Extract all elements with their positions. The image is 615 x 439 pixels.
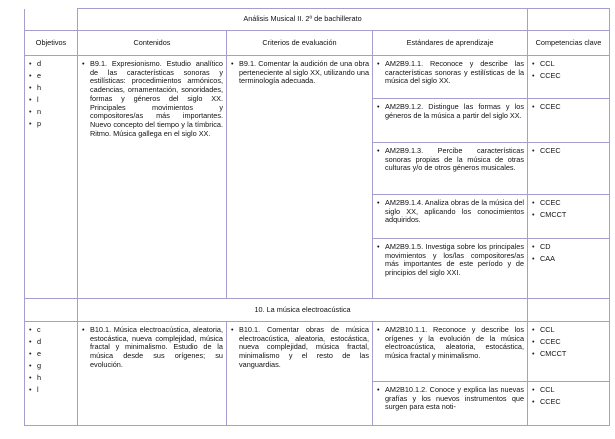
contenido-text: • B9.1. Expresionismo. Estudio analítico de las características sonoras y estilísticas: procedimientos armónicos, cadencias, ornamentación, sonoridades, formas y géneros del siglo XX. Principales movimientos y compositores/as más importantes. Nuevo concepto del tiempo y la tímbrica. Ritmo. Música gallega en el siglo XX.	[81, 60, 223, 138]
header-estandares: Estándares de aprendizaje	[373, 31, 528, 56]
header-competencias: Competencias clave	[528, 31, 610, 56]
competencia-item: • CCEC	[531, 338, 606, 347]
objetivo-item: • p	[28, 120, 74, 129]
objetivo-item: • n	[28, 108, 74, 117]
competencias-cell	[528, 322, 610, 382]
criterio-text: • B9.1. Comentar la audición de una obra perteneciente al siglo XX, utilizando una terminología adecuada.	[230, 60, 369, 86]
competencia-item: • CCL	[531, 326, 606, 335]
objetivo-item: • h	[28, 84, 74, 93]
criterio-b9	[227, 56, 373, 299]
estandar-cell	[373, 143, 528, 195]
competencia-item: • CCEC	[531, 147, 606, 156]
contenido-text: • B10.1. Música electroacústica, aleatoria, estocástica, nueva complejidad, música fractal y minimalismo. Estudio de la música desde sus orígenes; su evolución.	[81, 326, 223, 370]
section-title: 10. La música electroacústica	[78, 299, 528, 322]
header-contenidos: Contenidos	[78, 31, 227, 56]
competencias-cell	[528, 99, 610, 143]
estandar-cell	[373, 56, 528, 99]
section-right-cell	[528, 299, 610, 322]
competencia-item: • CCEC	[531, 398, 606, 407]
estandar-cell	[373, 195, 528, 239]
competencias-cell	[528, 56, 610, 99]
objetivo-item: • l	[28, 96, 74, 105]
curriculum-table	[24, 8, 610, 426]
objetivo-item: • c	[28, 326, 74, 335]
criterio-b10	[227, 322, 373, 426]
estandar-cell	[373, 322, 528, 382]
header-objetivos: Objetivos	[25, 31, 78, 56]
competencia-item: • CMCCT	[531, 350, 606, 359]
estandar-text: • AM2B10.1.1. Reconoce y describe los orígenes y la evolución de la música electroacústica, aleatoria, estocástica, música fractal y minimalismo.	[376, 326, 524, 361]
estandar-text: • AM2B10.1.2. Conoce y explica las nuevas grafías y los nuevos instrumentos que surgen para esta noti-	[376, 386, 524, 412]
title-right-cell	[528, 9, 610, 31]
contenido-b10	[78, 322, 227, 426]
objetivo-item: • g	[28, 362, 74, 371]
estandar-text: • AM2B9.1.3. Percibe características sonoras propias de la música de otras culturas y/o de otros géneros musicales.	[376, 147, 524, 173]
objetivo-item: • e	[28, 72, 74, 81]
estandar-cell	[373, 239, 528, 299]
objetivo-item: • h	[28, 374, 74, 383]
objetivo-item: • d	[28, 60, 74, 69]
competencia-item: • CCL	[531, 386, 606, 395]
objetivo-item: • d	[28, 338, 74, 347]
page-title: Análisis Musical II. 2º de bachillerato	[78, 9, 528, 31]
estandar-text: • AM2B9.1.4. Analiza obras de la música del siglo XX, aplicando los conocimientos adquiridos.	[376, 199, 524, 225]
competencia-item: • CMCCT	[531, 211, 606, 220]
estandar-cell	[373, 382, 528, 426]
objetivo-item: • l	[28, 386, 74, 395]
section-blank-cell	[25, 299, 78, 322]
estandar-text: • AM2B9.1.5. Investiga sobre los principales movimientos y los/las compositores/as más importantes de este período y de principios del siglo XXI.	[376, 243, 524, 278]
competencias-cell	[528, 143, 610, 195]
estandar-text: • AM2B9.1.2. Distingue las formas y los géneros de la música a partir del siglo XX.	[376, 103, 524, 120]
estandar-text: • AM2B9.1.1. Reconoce y describe las características sonoras y estilísticas de la música del siglo XX.	[376, 60, 524, 86]
competencia-item: • CCEC	[531, 199, 606, 208]
competencia-item: • CCL	[531, 60, 606, 69]
competencias-cell	[528, 239, 610, 299]
header-criterios: Criterios de evaluación	[227, 31, 373, 56]
competencia-item: • CCEC	[531, 103, 606, 112]
estandar-cell	[373, 99, 528, 143]
corner-cell	[25, 9, 78, 31]
objetivos-b9	[25, 56, 78, 299]
objetivo-item: • e	[28, 350, 74, 359]
competencias-cell	[528, 382, 610, 426]
criterio-text: • B10.1. Comentar obras de música electroacústica, aleatoria, estocástica, nueva complejidad, música fractal, minimalismo y el resto de las vanguardias.	[230, 326, 369, 370]
contenido-b9	[78, 56, 227, 299]
objetivos-b10	[25, 322, 78, 426]
competencias-cell	[528, 195, 610, 239]
competencia-item: • CAA	[531, 255, 606, 264]
competencia-item: • CCEC	[531, 72, 606, 81]
competencia-item: • CD	[531, 243, 606, 252]
